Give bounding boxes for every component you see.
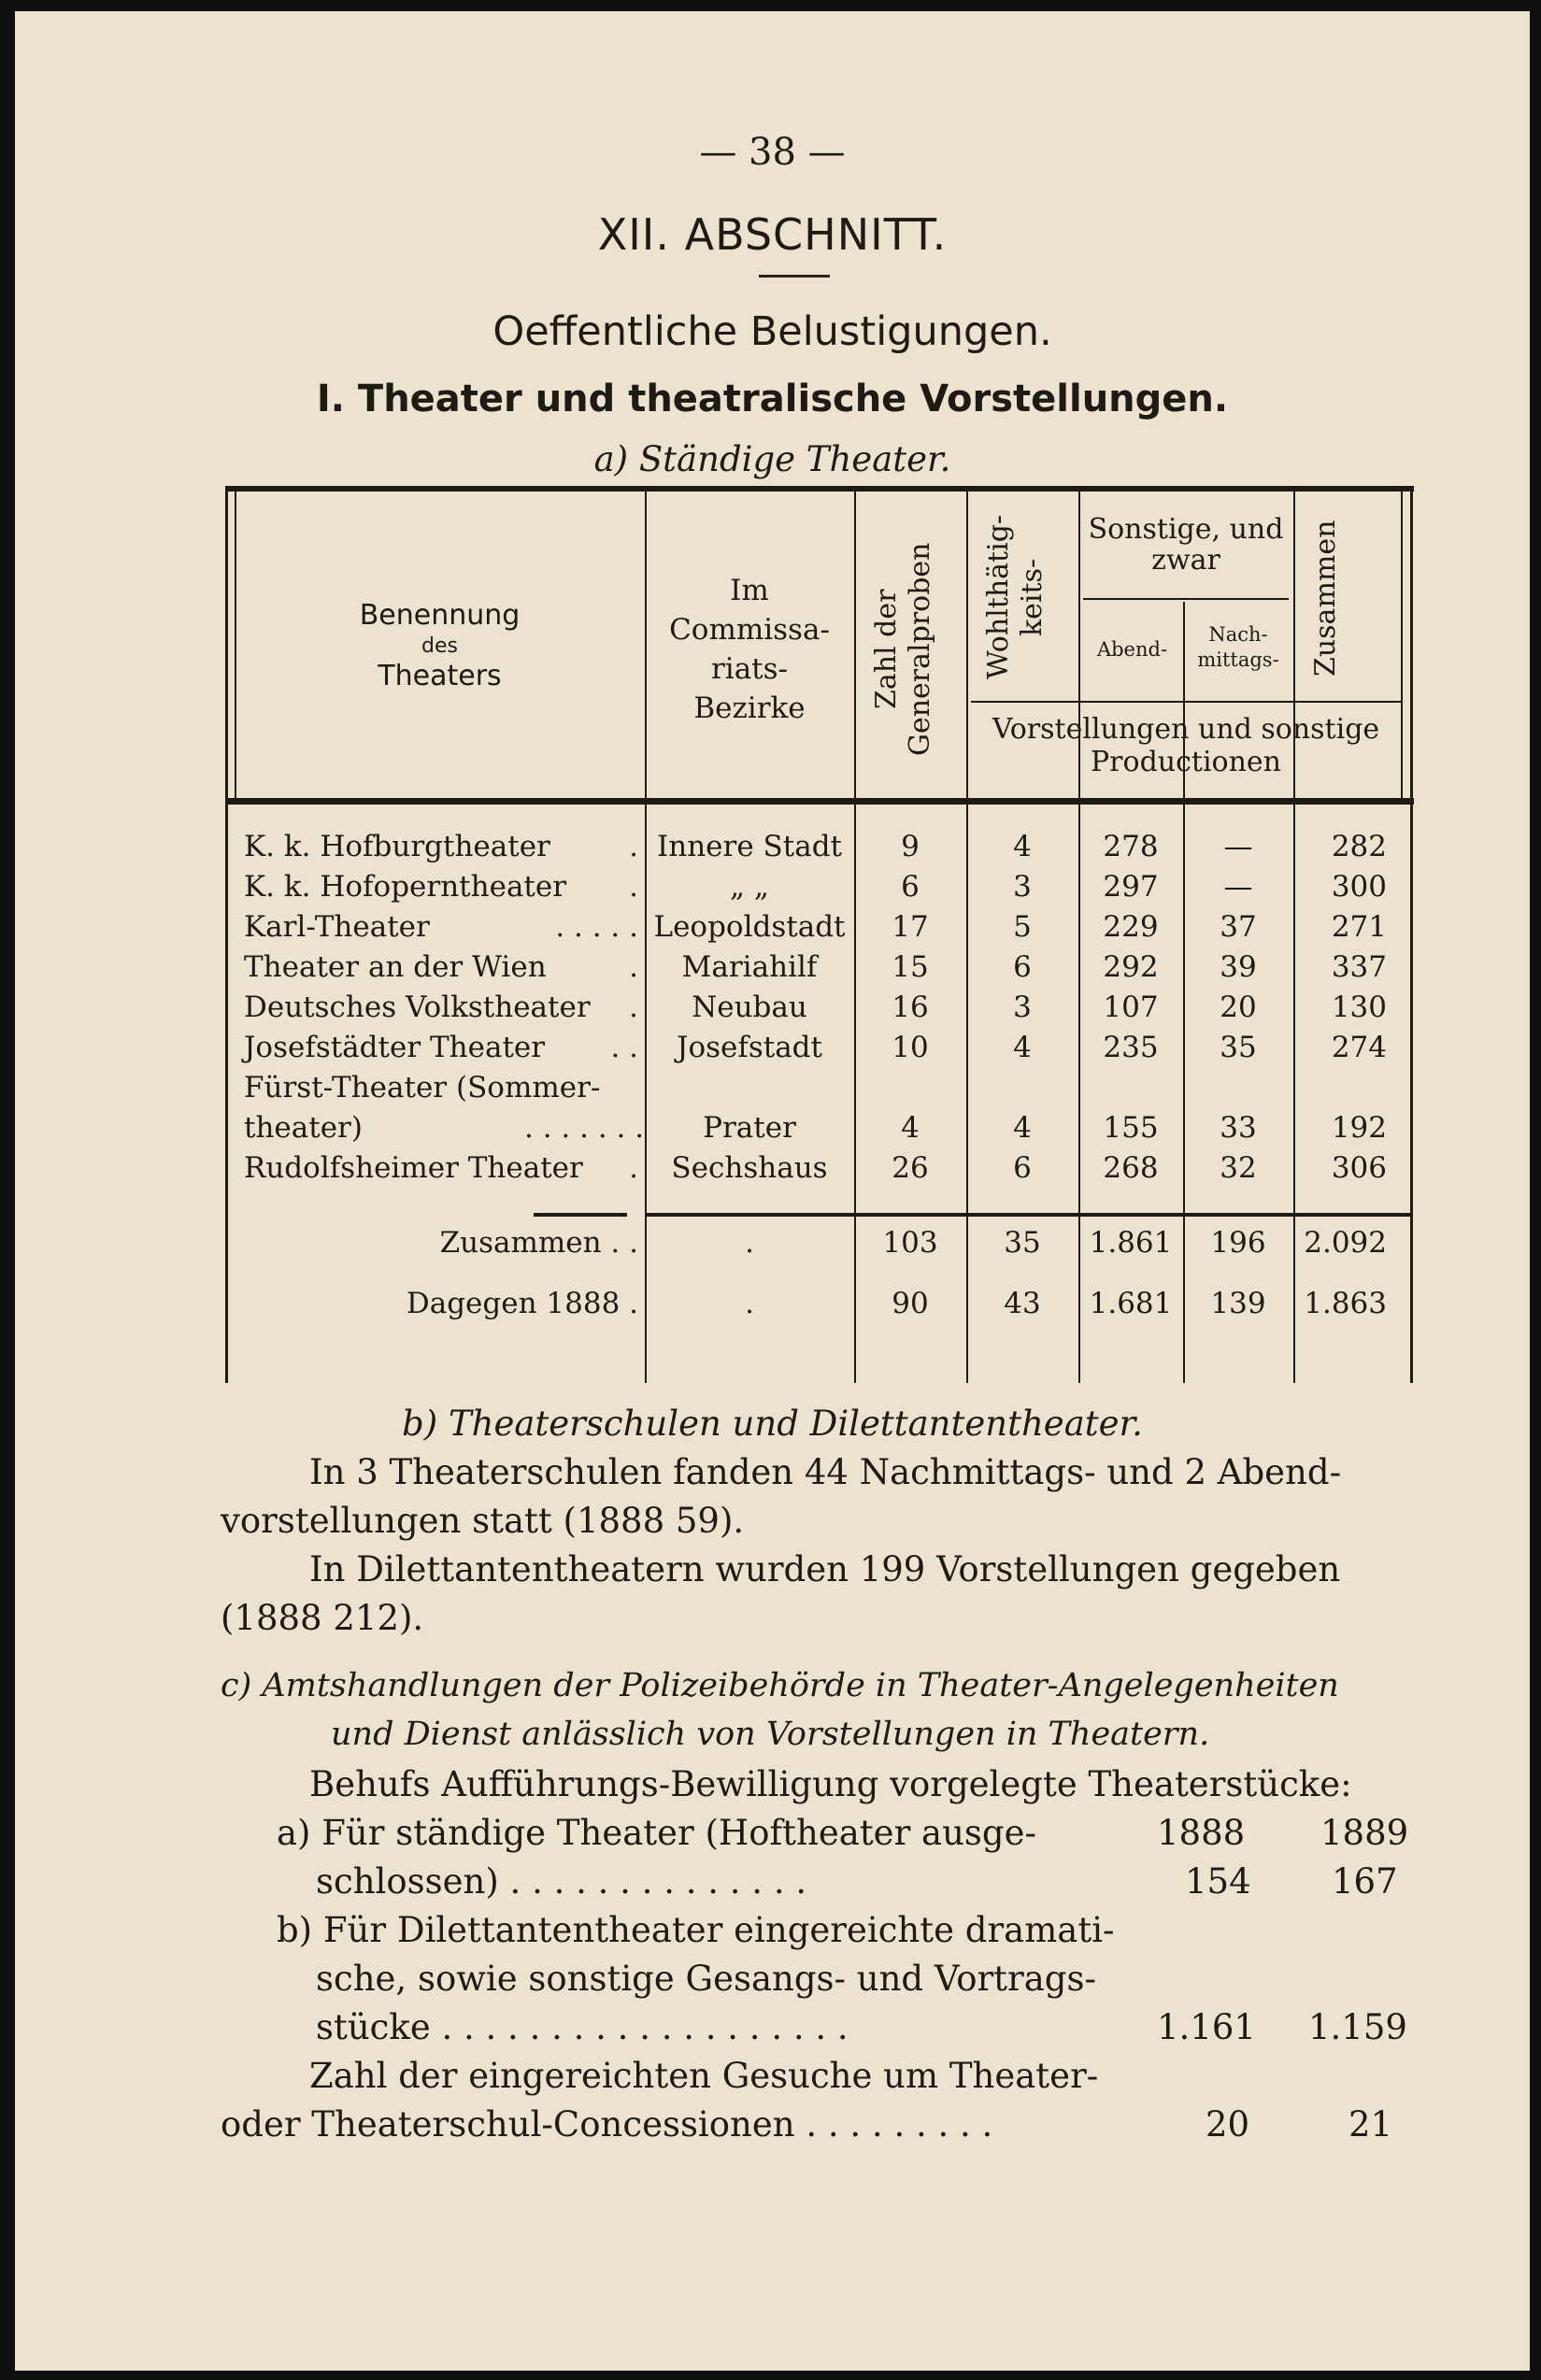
cell-total: 300 — [1331, 870, 1387, 904]
header-evening: Abend- — [1096, 638, 1168, 661]
cell-charity: 3 — [1013, 990, 1032, 1024]
leader-dots: . — [629, 950, 638, 984]
cell-rehearsals: 6 — [901, 870, 920, 904]
value: 1.161 — [1157, 2007, 1256, 2047]
cell-charity — [966, 1069, 1078, 1106]
divider — [759, 275, 830, 278]
paragraph-line: In Dilettantentheatern wurden 199 Vorstellungen gegeben — [309, 1549, 1341, 1589]
cell-charity: 3 — [1013, 870, 1032, 904]
header-district-line: Bezirke — [693, 691, 806, 725]
paragraph-line: In 3 Theaterschulen fanden 44 Nachmittags- und 2 Abend- — [309, 1452, 1342, 1492]
cell-rehearsals: 4 — [901, 1111, 920, 1145]
cell-evening: 297 — [1103, 870, 1159, 904]
theater-name: K. k. Hofburgtheater — [244, 830, 550, 863]
year-1888: 1888 — [1157, 1813, 1246, 1853]
cell-rehearsals: 10 — [892, 1031, 929, 1064]
leader-dots: . . . . . . . — [524, 1111, 645, 1145]
value: 167 — [1332, 1861, 1398, 1902]
subsection-c-heading-2: und Dienst anlässlich von Vorstellungen in Theatern. — [331, 1716, 1210, 1753]
theater-name: Karl-Theater — [244, 910, 430, 944]
cell-afternoon: — — [1223, 870, 1253, 904]
cell-charity: 5 — [1013, 910, 1032, 944]
cell-charity: 6 — [1013, 950, 1032, 984]
cell-evening — [1078, 1069, 1183, 1106]
total-row-district: . — [745, 1226, 754, 1260]
page-title: Oeffentliche Belustigungen. — [492, 308, 1052, 355]
page — [15, 11, 1530, 2371]
year-1889: 1889 — [1320, 1813, 1409, 1853]
value: 20 — [1206, 2104, 1250, 2145]
paragraph-line: Behufs Aufführungs-Bewilligung vorgelegte Theaterstücke: — [309, 1764, 1352, 1804]
theater-name: Deutsches Volkstheater — [244, 990, 591, 1024]
paragraph-line: oder Theaterschul-Concessionen . . . . . . . . . — [221, 2104, 993, 2145]
section-heading: XII. ABSCHNITT. — [597, 209, 948, 260]
list-item-b: b) Für Dilettantentheater eingereichte dramati- — [277, 1910, 1115, 1950]
total-rule-left — [534, 1213, 627, 1217]
header-sub-rule — [1083, 598, 1289, 600]
theater-name: theater) — [244, 1111, 363, 1145]
cell-district: Neubau — [692, 990, 807, 1024]
cell-evening: 235 — [1103, 1031, 1159, 1064]
leader-dots: . — [629, 1151, 638, 1185]
previous-year-row-evening: 1.681 — [1089, 1287, 1173, 1320]
header-total: Zusammen — [1309, 520, 1342, 677]
total-row-rehearsals: 103 — [882, 1226, 938, 1260]
table-inner-right — [1401, 492, 1403, 798]
cell-rehearsals: 15 — [892, 950, 929, 984]
cell-district: Mariahilf — [681, 950, 818, 984]
total-row-afternoon: 196 — [1210, 1226, 1266, 1260]
table-left-border — [225, 486, 228, 1383]
previous-year-row-charity: 43 — [1004, 1287, 1041, 1320]
cell-district: Sechshaus — [671, 1151, 828, 1185]
theater-table — [225, 486, 1414, 1383]
list-item-b-cont: stücke . . . . . . . . . . . . . . . . . . . — [316, 2007, 849, 2047]
header-charity: Wohlthätig-keits- — [982, 514, 1049, 680]
header-performances: Vorstellungen und sonstige Productionen — [992, 713, 1380, 778]
list-item-b-cont: sche, sowie sonstige Gesangs- und Vortrags- — [316, 1959, 1096, 1999]
page-number: — 38 — — [699, 131, 846, 174]
previous-year-row-rehearsals: 90 — [892, 1287, 929, 1320]
leader-dots: . . — [610, 1031, 638, 1064]
cell-charity: 4 — [1013, 830, 1032, 863]
list-item-a-cont: schlossen) . . . . . . . . . . . . . . — [316, 1861, 807, 1902]
cell-rehearsals: 16 — [892, 990, 929, 1024]
previous-year-row-total: 1.863 — [1304, 1287, 1387, 1320]
subsection-b-heading: b) Theaterschulen und Dilettantentheater. — [402, 1404, 1143, 1444]
cell-total: 192 — [1331, 1111, 1387, 1145]
cell-total: 282 — [1331, 830, 1387, 863]
cell-evening: 292 — [1103, 950, 1159, 984]
theater-name: Rudolfsheimer Theater — [244, 1151, 583, 1185]
chapter-title: I. Theater und theatralische Vorstellungen. — [316, 378, 1229, 420]
header-afternoon: Nach-mittags- — [1197, 623, 1279, 672]
cell-charity: 6 — [1013, 1151, 1032, 1185]
theater-name: Theater an der Wien — [244, 950, 547, 984]
cell-rehearsals: 9 — [901, 830, 920, 863]
theater-name: Josefstädter Theater — [244, 1031, 546, 1064]
header-district-line: riats- — [710, 651, 789, 686]
total-row-label: Zusammen . . — [439, 1226, 638, 1260]
cell-district: Josefstadt — [677, 1031, 822, 1064]
cell-district: Prater — [703, 1111, 796, 1145]
header-district — [645, 572, 854, 728]
total-row-charity: 35 — [1004, 1226, 1041, 1260]
cell-district — [645, 1069, 854, 1106]
subsection-c-heading: c) Amtshandlungen der Polizeibehörde in Theater-Angelegenheiten — [221, 1667, 1339, 1704]
cell-afternoon: 20 — [1220, 990, 1257, 1024]
cell-evening: 155 — [1103, 1111, 1159, 1145]
table-top-rule — [225, 486, 1414, 492]
cell-total: 130 — [1331, 990, 1387, 1024]
cell-afternoon: — — [1223, 830, 1253, 863]
cell-evening: 107 — [1103, 990, 1159, 1024]
cell-district: Innere Stadt — [656, 830, 843, 863]
cell-district: Leopoldstadt — [653, 910, 846, 944]
cell-afternoon: 39 — [1220, 950, 1257, 984]
leader-dots — [524, 1069, 638, 1106]
leader-dots: . . . . . — [555, 910, 638, 944]
cell-afternoon: 33 — [1220, 1111, 1257, 1145]
cell-rehearsals: 17 — [892, 910, 929, 944]
header-bottom-rule — [225, 798, 1414, 805]
previous-year-row-district: . — [745, 1287, 754, 1320]
cell-evening: 278 — [1103, 830, 1159, 863]
cell-rehearsals: 26 — [892, 1151, 929, 1185]
leader-dots: . — [629, 990, 638, 1024]
total-rule — [645, 1213, 1410, 1217]
paragraph-line: Zahl der eingereichten Gesuche um Theater- — [309, 2056, 1099, 2096]
leader-dots: . — [629, 830, 638, 863]
total-row-total: 2.092 — [1304, 1226, 1387, 1260]
cell-total: 337 — [1331, 950, 1387, 984]
header-name — [235, 598, 645, 694]
header-name-line: Benennung — [359, 599, 521, 632]
cell-total: 306 — [1331, 1151, 1387, 1185]
cell-charity: 4 — [1013, 1031, 1032, 1064]
value: 1.159 — [1308, 2007, 1407, 2047]
theater-name: K. k. Hofoperntheater — [244, 870, 567, 904]
cell-district: „ „ — [730, 870, 769, 904]
cell-total: 271 — [1331, 910, 1387, 944]
list-item-a: a) Für ständige Theater (Hoftheater ausge- — [277, 1813, 1036, 1853]
cell-afternoon — [1183, 1069, 1293, 1106]
cell-afternoon: 35 — [1220, 1031, 1257, 1064]
cell-total — [1293, 1069, 1387, 1106]
paragraph-line: vorstellungen statt (1888 59). — [221, 1501, 745, 1541]
header-rehearsals: Zahl der Generalproben — [870, 542, 936, 757]
total-row-evening: 1.861 — [1089, 1226, 1173, 1260]
value: 21 — [1348, 2104, 1393, 2145]
previous-year-row-afternoon: 139 — [1210, 1287, 1266, 1320]
header-district-line: Im — [730, 574, 769, 607]
cell-evening: 229 — [1103, 910, 1159, 944]
header-name-line: des — [421, 634, 458, 658]
header-sub-rule — [971, 701, 1401, 703]
previous-year-row-label: Dagegen 1888 . — [406, 1287, 638, 1320]
subsection-a-heading: a) Ständige Theater. — [593, 439, 951, 479]
cell-afternoon: 37 — [1220, 910, 1257, 944]
leader-dots: . — [629, 870, 638, 904]
value: 154 — [1185, 1861, 1251, 1902]
theater-name: Fürst-Theater (Sommer- — [244, 1071, 601, 1104]
cell-evening: 268 — [1103, 1151, 1159, 1185]
paragraph-line: (1888 212). — [221, 1598, 424, 1638]
header-other: Sonstige, und zwar — [1088, 513, 1284, 577]
cell-total: 274 — [1331, 1031, 1387, 1064]
cell-afternoon: 32 — [1220, 1151, 1257, 1185]
header-name-line: Theaters — [378, 660, 502, 692]
header-district-line: Commissa- — [669, 612, 830, 647]
cell-rehearsals — [854, 1069, 966, 1106]
cell-charity: 4 — [1013, 1111, 1032, 1145]
table-right-border — [1410, 486, 1413, 1383]
